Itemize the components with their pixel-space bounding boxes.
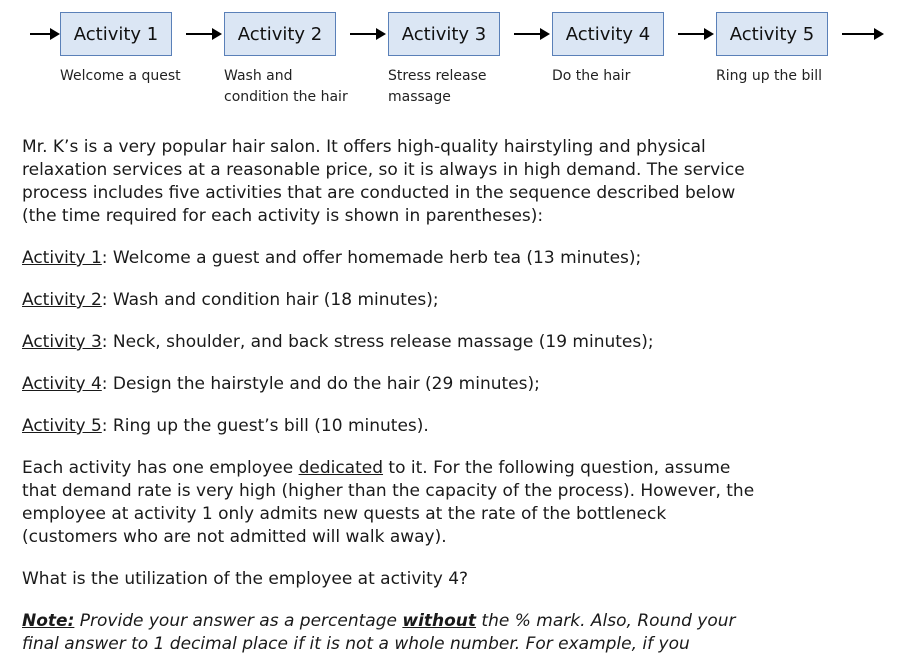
caption-line: Do the hair [552,68,631,84]
flow-arrow [842,33,882,35]
caption-line: Ring up the bill [716,68,823,84]
assumption-paragraph [22,457,762,549]
activity-label: Activity 2 [22,290,102,310]
assumption-text: to it. For the following question, assume that demand rate is very high (higher than the capacity of the process). However, the employee at activity 1 only admits new quests at the rate of the bottleneck (customers who are not admitted will walk away). [22,458,755,547]
activity-box-3: Activity 3 [388,12,500,56]
flow-arrow [678,33,712,35]
caption-line: massage [388,89,451,105]
assumption-text: Each activity has one employee [22,458,299,478]
process-flow-diagram [0,0,908,115]
caption-line: Stress release [388,68,487,84]
activity-line-4 [22,373,762,396]
activity-label: Activity 3 [22,332,102,352]
activity-description: : Welcome a guest and offer homemade herb tea (13 minutes); [101,248,642,268]
activity-description: : Design the hairstyle and do the hair (29 minutes); [101,374,540,394]
activity-caption-3 [388,66,487,108]
activity-caption-2 [224,66,348,108]
activity-label: Activity 4 [22,374,102,394]
activity-line-3 [22,331,762,354]
activity-box-5: Activity 5 [716,12,828,56]
caption-line: condition the hair [224,89,348,105]
assumption-underlined: dedicated [298,458,384,478]
activity-description: : Neck, shoulder, and back stress release massage (19 minutes); [101,332,654,352]
caption-line: Welcome a quest [60,68,181,84]
caption-line: Wash and [224,68,293,84]
note-text: Provide your answer as a percentage [74,611,403,631]
flow-arrow [350,33,384,35]
activity-box-4: Activity 4 [552,12,664,56]
flow-arrow [30,33,58,35]
activity-line-2 [22,289,762,312]
activity-description: : Ring up the guest’s bill (10 minutes). [101,416,429,436]
activity-box-1: Activity 1 [60,12,172,56]
note-emphasis: without [402,611,477,631]
activity-box-2: Activity 2 [224,12,336,56]
question-text: What is the utilization of the employee at activity 4? [22,569,469,589]
activity-line-5 [22,415,762,438]
activity-label: Activity 5 [22,416,102,436]
flow-arrow [186,33,220,35]
activity-caption-5 [716,66,822,87]
activity-caption-4 [552,66,630,87]
activity-caption-1 [60,66,181,87]
problem-text [22,136,762,656]
activity-description: : Wash and condition hair (18 minutes); [101,290,439,310]
note-text: the % mark. Also, Round your final answer to 1 decimal place if it is not a whole number. For example, if you [22,611,736,654]
note-label: Note: [22,611,75,631]
note-paragraph [22,610,762,656]
activity-line-1 [22,247,762,270]
intro-paragraph: Mr. K’s is a very popular hair salon. It offers high-quality hairstyling and physical relaxation services at a reasonable price, so it is always in high demand. The service process includes five activities that are conducted in the sequence described below (the time required for each activity is shown in parentheses): [22,137,745,226]
flow-arrow [514,33,548,35]
activity-label: Activity 1 [22,248,102,268]
